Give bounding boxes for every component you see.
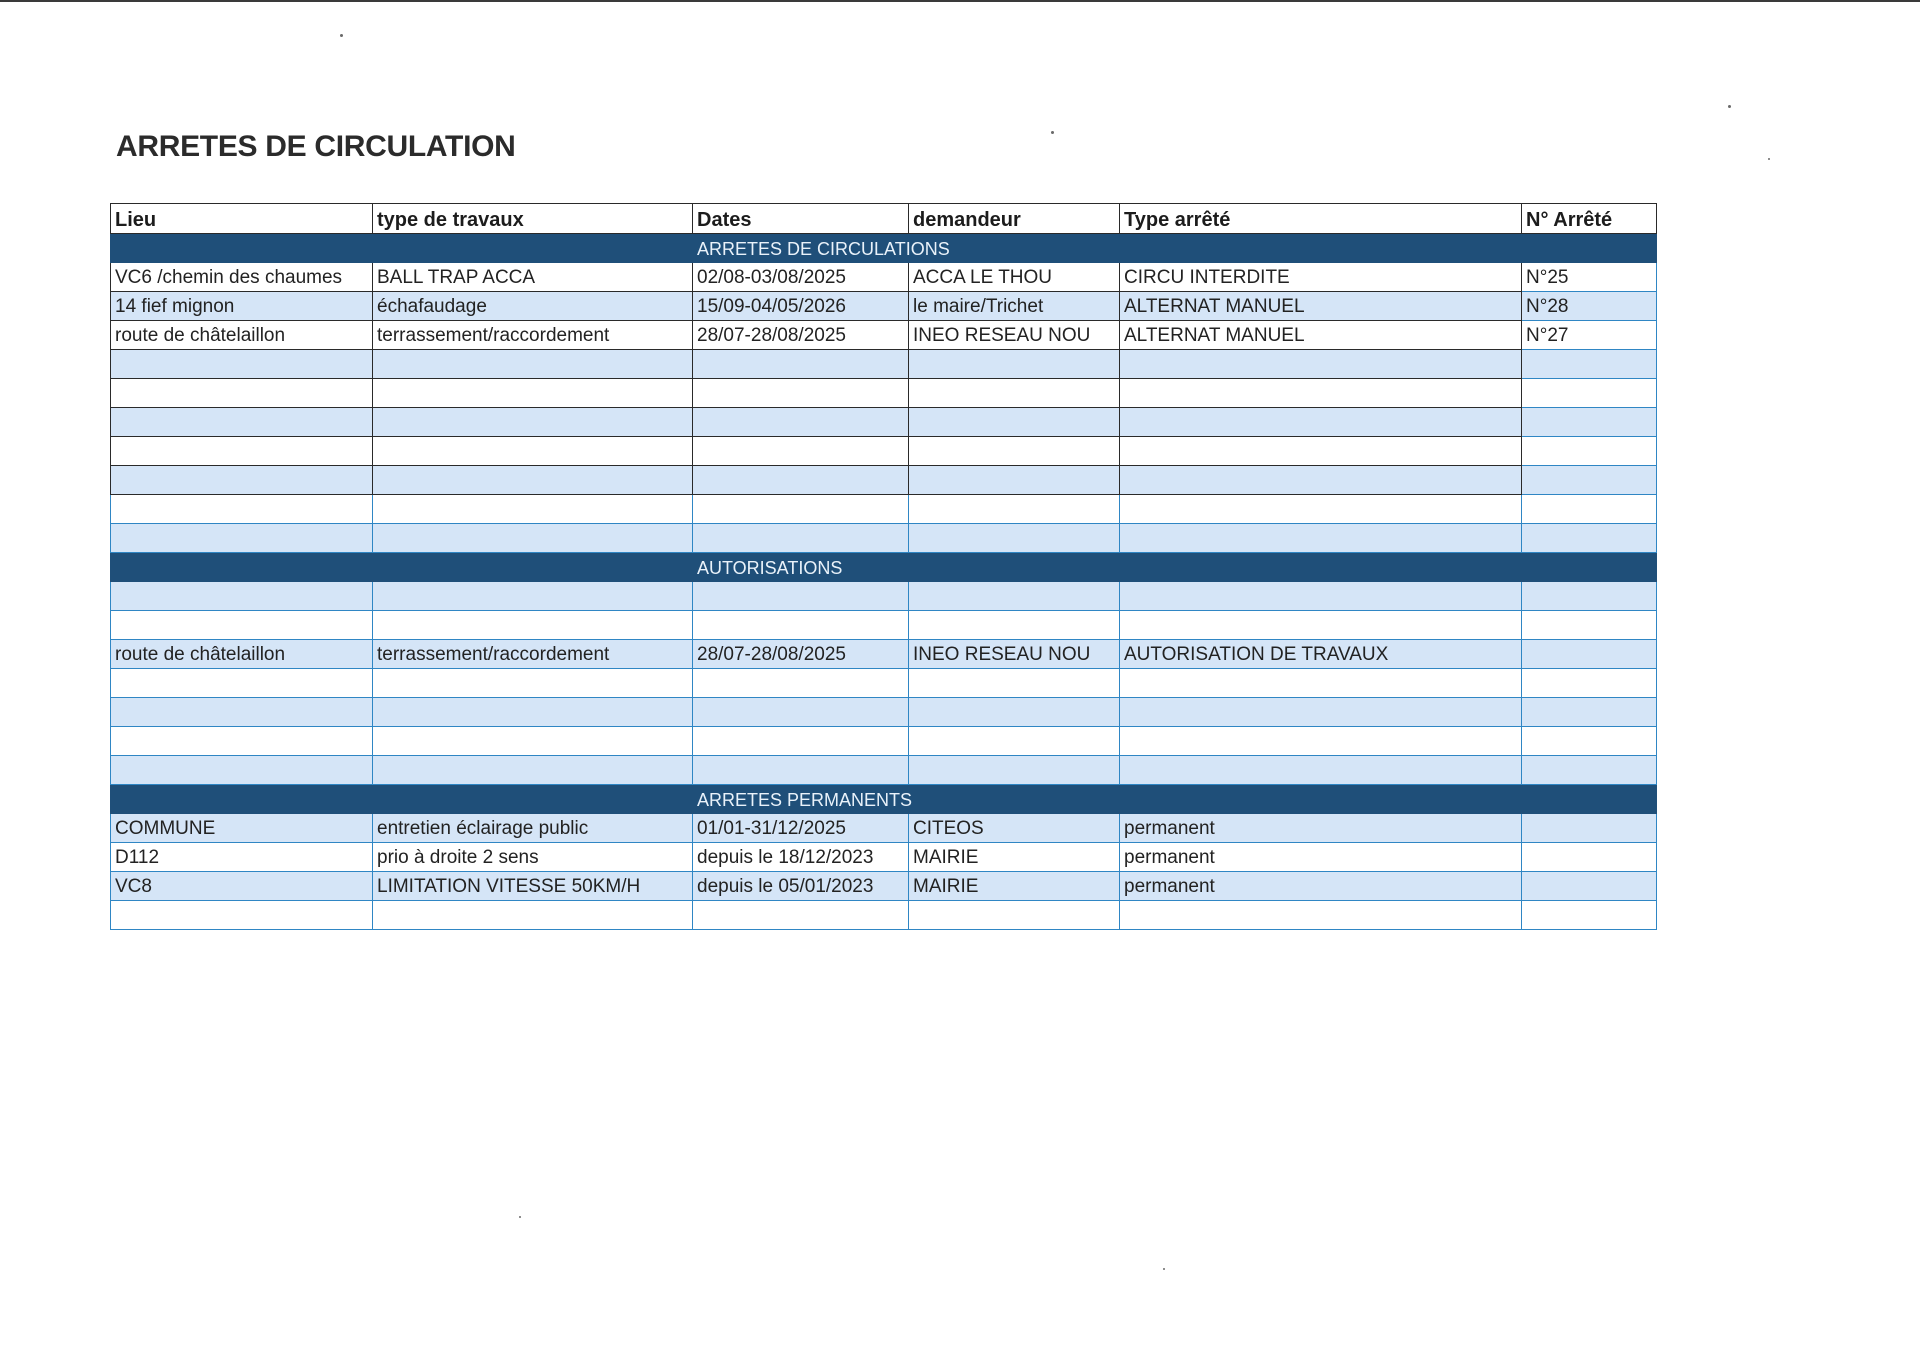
cell-travaux: entretien éclairage public <box>373 814 693 843</box>
header-demandeur: demandeur <box>909 204 1120 234</box>
cell-dates: depuis le 05/01/2023 <box>693 872 909 901</box>
header-type-travaux: type de travaux <box>373 204 693 234</box>
empty-row <box>111 582 1657 611</box>
cell-demandeur: MAIRIE <box>909 843 1120 872</box>
cell-dates: 28/07-28/08/2025 <box>693 640 909 669</box>
cell-lieu: 14 fief mignon <box>111 292 373 321</box>
cell-travaux: prio à droite 2 sens <box>373 843 693 872</box>
cell-numero <box>1522 843 1657 872</box>
empty-row <box>111 408 1657 437</box>
cell-demandeur: INEO RESEAU NOU <box>909 321 1120 350</box>
empty-row <box>111 901 1657 930</box>
section-title-autorisations: AUTORISATIONS <box>693 553 909 582</box>
cell-travaux: terrassement/raccordement <box>373 321 693 350</box>
scan-speck <box>1051 131 1054 134</box>
cell-demandeur: CITEOS <box>909 814 1120 843</box>
cell-type: ALTERNAT MANUEL <box>1120 292 1522 321</box>
header-row <box>111 204 1657 234</box>
cell-demandeur: ACCA LE THOU <box>909 263 1120 292</box>
empty-row <box>111 350 1657 379</box>
section-band-circulation <box>111 234 1657 263</box>
cell-type: permanent <box>1120 814 1522 843</box>
scan-speck <box>1163 1268 1165 1270</box>
cell-numero: N°27 <box>1522 321 1657 350</box>
cell-type: CIRCU INTERDITE <box>1120 263 1522 292</box>
cell-travaux: LIMITATION VITESSE 50KM/H <box>373 872 693 901</box>
table-row <box>111 872 1657 901</box>
cell-lieu: route de châtelaillon <box>111 321 373 350</box>
empty-row <box>111 611 1657 640</box>
empty-row <box>111 524 1657 553</box>
section-band-autorisations <box>111 553 1657 582</box>
cell-dates: 28/07-28/08/2025 <box>693 321 909 350</box>
scan-speck <box>519 1216 521 1218</box>
cell-numero <box>1522 872 1657 901</box>
header-numero-arrete: N° Arrêté <box>1522 204 1657 234</box>
table-row <box>111 640 1657 669</box>
empty-row <box>111 379 1657 408</box>
empty-row <box>111 727 1657 756</box>
cell-type: AUTORISATION DE TRAVAUX <box>1120 640 1522 669</box>
empty-row <box>111 756 1657 785</box>
section-title-circulation: ARRETES DE CIRCULATIONS <box>693 234 1120 263</box>
empty-row <box>111 437 1657 466</box>
scan-top-edge <box>0 0 1920 2</box>
table-row <box>111 814 1657 843</box>
empty-row <box>111 495 1657 524</box>
header-type-arrete: Type arrêté <box>1120 204 1522 234</box>
cell-lieu: route de châtelaillon <box>111 640 373 669</box>
cell-type: ALTERNAT MANUEL <box>1120 321 1522 350</box>
section-band-permanents <box>111 785 1657 814</box>
scan-speck <box>1728 105 1731 108</box>
empty-row <box>111 669 1657 698</box>
cell-numero <box>1522 640 1657 669</box>
cell-dates: 02/08-03/08/2025 <box>693 263 909 292</box>
cell-dates: 15/09-04/05/2026 <box>693 292 909 321</box>
header-dates: Dates <box>693 204 909 234</box>
cell-dates: 01/01-31/12/2025 <box>693 814 909 843</box>
cell-lieu: COMMUNE <box>111 814 373 843</box>
arretes-table <box>110 203 1657 930</box>
cell-travaux: échafaudage <box>373 292 693 321</box>
cell-numero: N°25 <box>1522 263 1657 292</box>
cell-numero <box>1522 814 1657 843</box>
section-title-permanents: ARRETES PERMANENTS <box>693 785 1120 814</box>
table-row <box>111 263 1657 292</box>
cell-dates: depuis le 18/12/2023 <box>693 843 909 872</box>
cell-lieu: VC6 /chemin des chaumes <box>111 263 373 292</box>
scan-speck <box>1768 158 1770 160</box>
cell-type: permanent <box>1120 872 1522 901</box>
table-row <box>111 321 1657 350</box>
header-lieu: Lieu <box>111 204 373 234</box>
cell-travaux: BALL TRAP ACCA <box>373 263 693 292</box>
table-row <box>111 292 1657 321</box>
empty-row <box>111 466 1657 495</box>
cell-travaux: terrassement/raccordement <box>373 640 693 669</box>
table-row <box>111 843 1657 872</box>
empty-row <box>111 698 1657 727</box>
document-title: ARRETES DE CIRCULATION <box>116 130 516 163</box>
cell-type: permanent <box>1120 843 1522 872</box>
cell-demandeur: INEO RESEAU NOU <box>909 640 1120 669</box>
cell-lieu: D112 <box>111 843 373 872</box>
cell-demandeur: le maire/Trichet <box>909 292 1120 321</box>
cell-lieu: VC8 <box>111 872 373 901</box>
cell-numero: N°28 <box>1522 292 1657 321</box>
cell-demandeur: MAIRIE <box>909 872 1120 901</box>
scan-speck <box>340 34 343 37</box>
